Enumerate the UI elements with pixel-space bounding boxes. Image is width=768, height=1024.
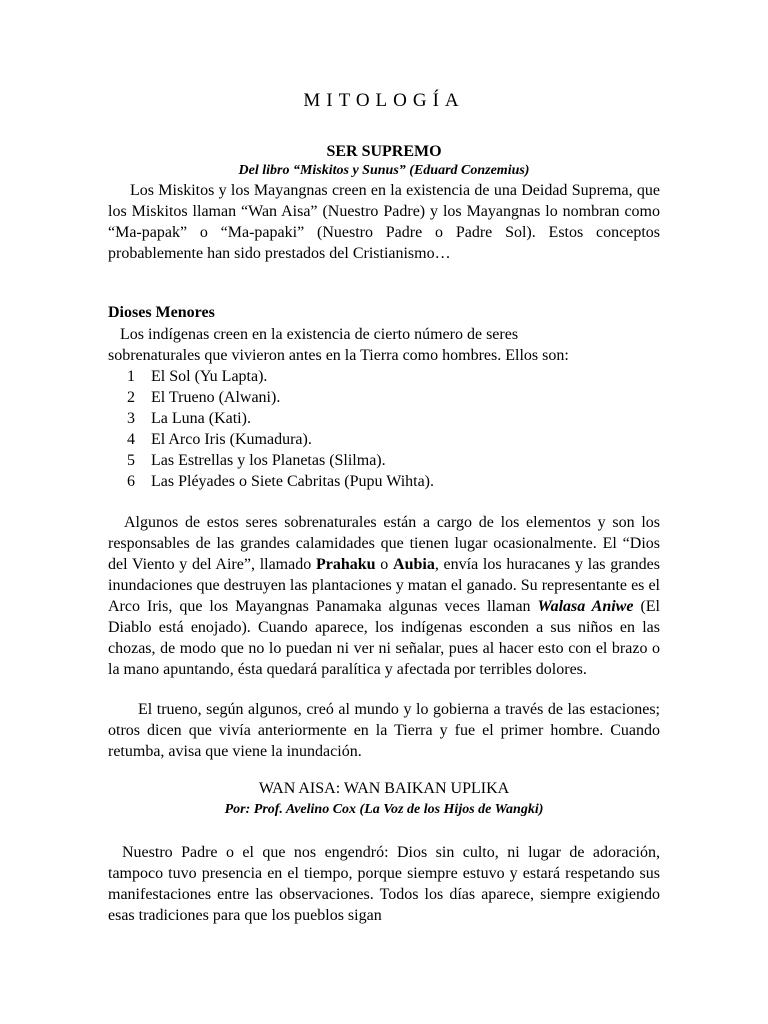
list-number: 6 (127, 473, 135, 490)
name-prahaku: Prahaku (315, 556, 376, 573)
name-aubia: Aubia (393, 556, 435, 573)
list-text: El Arco Iris (Kumadura). (151, 431, 312, 448)
section-source-cox: Por: Prof. Avelino Cox (La Voz de los Hijos de Wangki) (224, 802, 544, 817)
paragraph-nuestro-padre-text: Nuestro Padre o el que nos engendró: Dios sin culto, ni lugar de adoración, tampoco tuvo presencia en el tiempo, porque siempre estuvo y estará respetando sus manifestaciones entre las observaciones. Todos los días aparece, siempre exigiendo esas tradiciones para que los pueblos sigan (108, 844, 660, 924)
list-number: 3 (127, 410, 135, 427)
list-text: El Sol (Yu Lapta). (151, 368, 268, 385)
paragraph-nuestro-padre (108, 842, 660, 926)
list-text: Las Estrellas y los Planetas (Slilma). (151, 452, 386, 469)
p2-text-a: Algunos de estos seres sobrenaturales están a cargo de los elementos y son los responsables de las grandes calamidades que tienen lugar ocasionalmente. El “Dios del Viento y del Aire”, llamado (108, 514, 660, 573)
list-text: Las Pléyades o Siete Cabritas (Pupu Wihta). (151, 473, 435, 490)
gods-list (127, 366, 434, 492)
p2-text-b: o (375, 556, 394, 573)
paragraph-seres-sobrenaturales (108, 512, 660, 680)
intro-line-1: Los indígenas creen en la existencia de cierto número de seres (120, 326, 519, 343)
list-number: 5 (127, 452, 135, 469)
section-source-conzemius: Del libro “Miskitos y Sunus” (Eduard Conzemius) (238, 163, 530, 178)
list-item (127, 366, 434, 387)
list-item (127, 387, 434, 408)
heading-dioses-menores: Dioses Menores (108, 304, 215, 321)
list-item (127, 471, 434, 492)
section-heading-ser-supremo: SER SUPREMO (326, 143, 442, 160)
name-walasa-aniwe: Walasa Aniwe (537, 598, 634, 615)
paragraph-el-trueno (108, 699, 660, 762)
paragraph-ser-supremo-text: Los Miskitos y los Mayangnas creen en la existencia de una Deidad Suprema, que los Miskitos llaman “Wan Aisa” (Nuestro Padre) y los Mayangnas lo nombran como “Ma-papak” o “Ma-papaki” (Nuestro Padre o Padre Sol). Estos conceptos probablemente han sido prestados del Cristianismo… (108, 182, 660, 262)
section-heading-wan-aisa: WAN AISA: WAN BAIKAN UPLIKA (258, 780, 510, 797)
list-number: 2 (127, 389, 135, 406)
list-number: 4 (127, 431, 135, 448)
list-text: La Luna (Kati). (151, 410, 251, 427)
list-item (127, 429, 434, 450)
list-number: 1 (127, 368, 135, 385)
document-title: MITOLOGÍA (303, 90, 465, 111)
list-text: El Trueno (Alwani). (151, 389, 281, 406)
list-item (127, 450, 434, 471)
p3-text: El trueno, según algunos, creó al mundo y lo gobierna a través de las estaciones; otros dicen que vivía anteriormente en la Tierra y fue el primer hombre. Cuando retumba, avisa que viene la inundación. (108, 701, 660, 760)
list-item (127, 408, 434, 429)
p2-text-d: (El Diablo está enojado). Cuando aparece, los indígenas esconden a sus niños en las chozas, de modo que no lo puedan ni ver ni señalar, pues al hacer esto con el brazo o la mano apuntando, ésta quedará paralítica y afectada por terribles dolores. (108, 598, 660, 678)
paragraph-ser-supremo (108, 180, 660, 264)
intro-line-2: sobrenaturales que vivieron antes en la Tierra como hombres. Ellos son: (108, 347, 569, 364)
p2-text-c: , envía los huracanes y las grandes inundaciones que destruyen las plantaciones y matan el ganado. Su representante es el Arco Iris, que los Mayangnas Panamaka algunas veces llaman (108, 556, 661, 615)
